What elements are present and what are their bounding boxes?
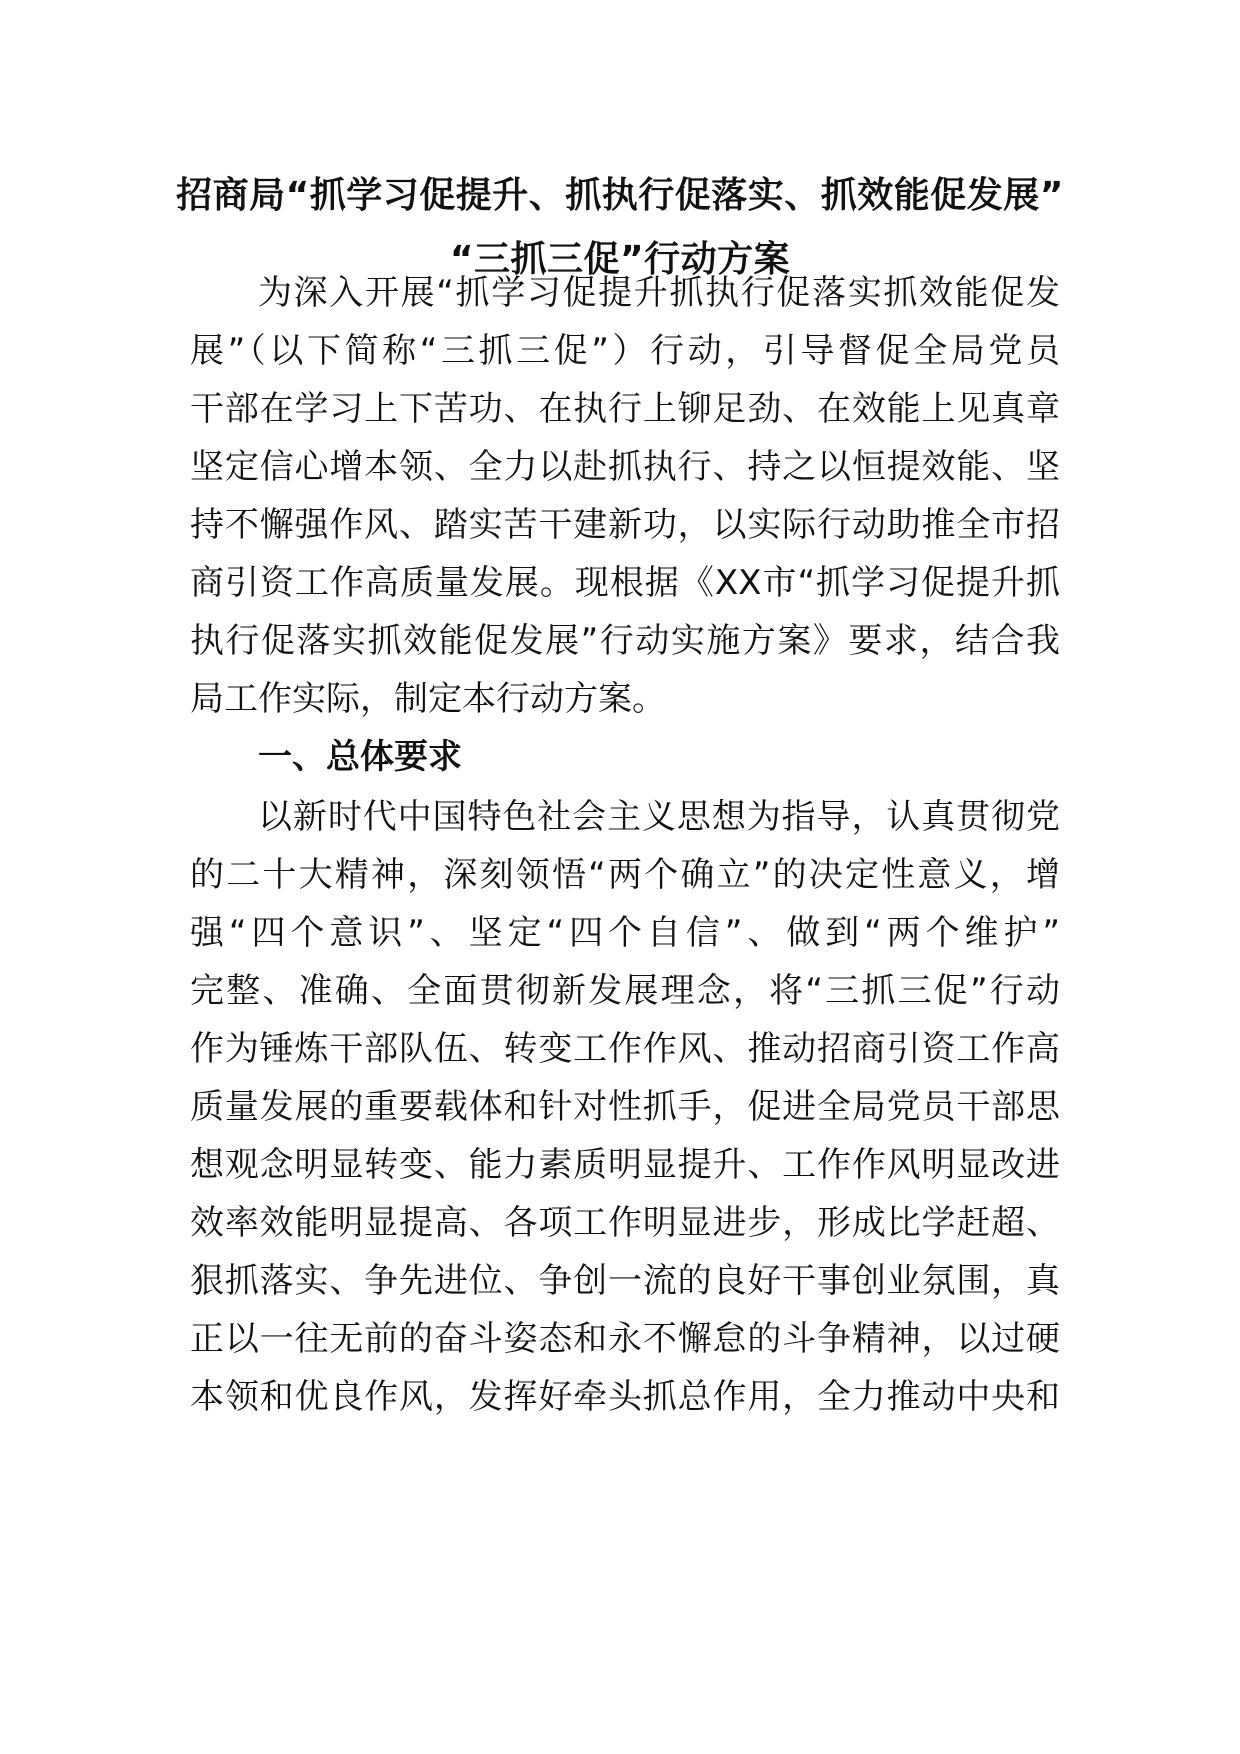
paragraph-line: 为深入开展“抓学习促提升抓执行促落实抓效能促发 — [258, 273, 1060, 313]
paragraph-line: 正以一往无前的奋斗姿态和永不懈怠的斗争精神，以过硬 — [190, 1319, 1060, 1359]
paragraph-line: 坚定信心增本领、全力以赴抓执行、持之以恒提效能、坚 — [190, 447, 1060, 487]
paragraph-line: 持不懈强作风、踏实苦干建新功，以实际行动助推全市招 — [190, 505, 1060, 545]
paragraph-line: 局工作实际，制定本行动方案。 — [190, 679, 666, 719]
paragraph-line: 质量发展的重要载体和针对性抓手，促进全局党员干部思 — [190, 1087, 1060, 1127]
document-title-line-1: 招商局“抓学习促提升、抓执行促落实、抓效能促发展” — [176, 175, 1064, 216]
paragraph-line: 完整、准确、全面贯彻新发展理念，将“三抓三促”行动 — [190, 971, 1060, 1011]
document-title-line-2: “三抓三促”行动方案 — [449, 239, 791, 280]
paragraph-line: 执行促落实抓效能促发展”行动实施方案》要求，结合我 — [190, 621, 1060, 661]
paragraph-line: 展”（以下简称“三抓三促”）行动，引导督促全局党员 — [190, 331, 1060, 371]
paragraph-line: 商引资工作高质量发展。现根据《XX市“抓学习促提升抓 — [190, 563, 1060, 603]
paragraph-line: 效率效能明显提高、各项工作明显进步，形成比学赶超、 — [190, 1203, 1060, 1243]
paragraph-line: 干部在学习上下苦功、在执行上铆足劲、在效能上见真章 — [190, 389, 1060, 429]
paragraph-line: 本领和优良作风，发挥好牵头抓总作用，全力推动中央和 — [190, 1377, 1060, 1417]
section-heading-overall-requirements: 一、总体要求 — [258, 737, 462, 777]
paragraph-line: 以新时代中国特色社会主义思想为指导，认真贯彻党 — [258, 797, 1060, 837]
paragraph-line: 的二十大精神，深刻领悟“两个确立”的决定性意义，增 — [190, 855, 1060, 895]
paragraph-line: 作为锤炼干部队伍、转变工作作风、推动招商引资工作高 — [190, 1029, 1060, 1069]
paragraph-line: 强“四个意识”、坚定“四个自信”、做到“两个维护” — [190, 913, 1060, 953]
paragraph-line: 狠抓落实、争先进位、争创一流的良好干事创业氛围，真 — [190, 1261, 1060, 1301]
paragraph-line: 想观念明显转变、能力素质明显提升、工作作风明显改进 — [190, 1145, 1060, 1185]
